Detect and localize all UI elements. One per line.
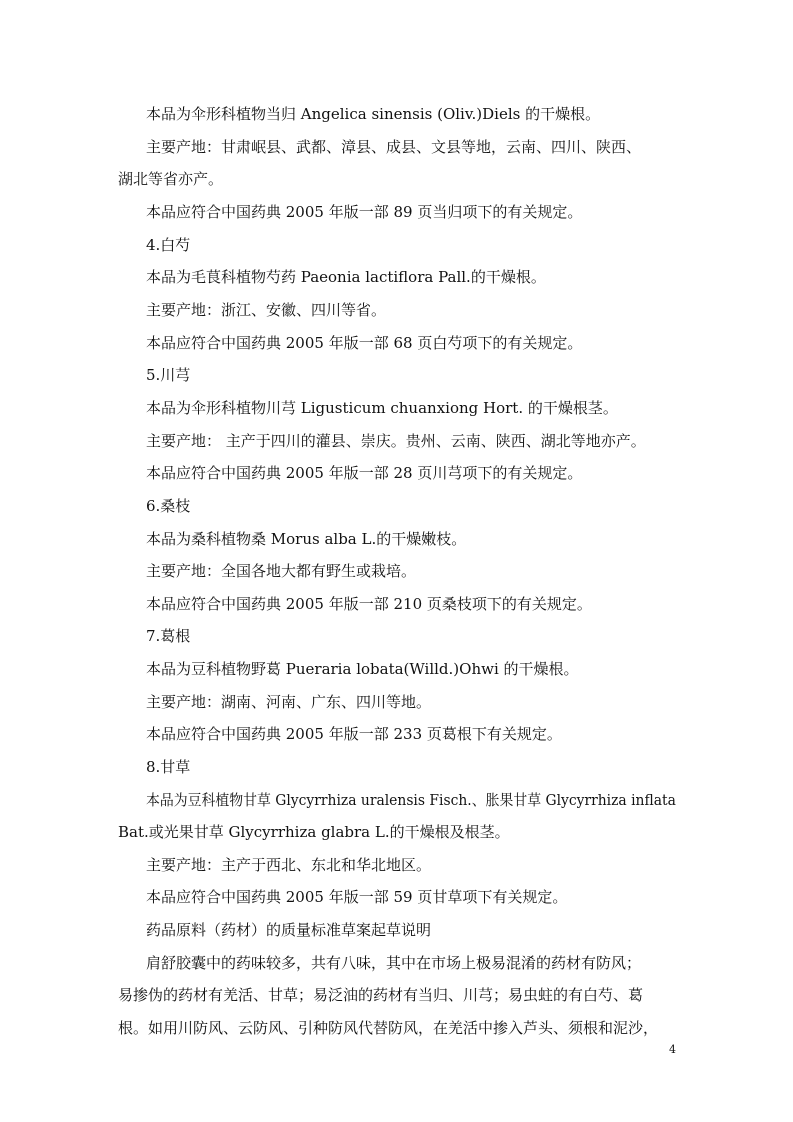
text-line: 本品为伞形科植物当归 Angelica sinensis (Oliv.)Diels 的干燥根。 xyxy=(146,105,601,123)
text-line: 本品应符合中国药典 2005 年版一部 68 页白芍项下的有关规定。 xyxy=(146,334,583,352)
section-heading: 4.白芍 xyxy=(146,236,191,254)
text-line: 主要产地： 主产于四川的灌县、崇庆。贵州、云南、陕西、湖北等地亦产。 xyxy=(146,432,646,450)
text-line: 湖北等省亦产。 xyxy=(118,170,224,188)
text-line: 主要产地：湖南、河南、广东、四川等地。 xyxy=(146,693,432,711)
section-heading: 5.川芎 xyxy=(146,366,191,384)
text-line: 本品应符合中国药典 2005 年版一部 59 页甘草项下有关规定。 xyxy=(146,888,568,906)
section-heading: 药品原料（药材）的质量标准草案起草说明 xyxy=(146,921,432,939)
text-line: 本品应符合中国药典 2005 年版一部 233 页葛根下有关规定。 xyxy=(146,725,562,743)
text-line: 主要产地：浙江、安徽、四川等省。 xyxy=(146,301,387,319)
text-line: 本品为毛茛科植物芍药 Paeonia lactiflora Pall.的干燥根。 xyxy=(146,268,546,286)
text-line: 本品为桑科植物桑 Morus alba L.的干燥嫩枝。 xyxy=(146,530,467,548)
text-line: 本品应符合中国药典 2005 年版一部 89 页当归项下的有关规定。 xyxy=(146,203,583,221)
text-line: Bat.或光果甘草 Glycyrrhiza glabra L.的干燥根及根茎。 xyxy=(118,823,510,841)
text-line: 本品为豆科植物甘草 Glycyrrhiza uralensis Fisch.、胀果甘草 Glycyrrhiza inflata xyxy=(146,791,676,809)
text-line: 本品为伞形科植物川芎 Ligusticum chuanxiong Hort. 的干燥根茎。 xyxy=(146,399,618,417)
section-heading: 7.葛根 xyxy=(146,627,191,645)
section-heading: 8.甘草 xyxy=(146,758,191,776)
text-line: 主要产地：全国各地大都有野生或栽培。 xyxy=(146,562,417,580)
text-line: 本品应符合中国药典 2005 年版一部 28 页川芎项下的有关规定。 xyxy=(146,464,583,482)
text-line: 易掺伪的药材有羌活、甘草；易泛油的药材有当归、川芎；易虫蛀的有白芍、葛 xyxy=(118,986,644,1004)
page-number: 4 xyxy=(669,1043,676,1056)
text-line: 本品应符合中国药典 2005 年版一部 210 页桑枝项下的有关规定。 xyxy=(146,595,592,613)
text-line: 本品为豆科植物野葛 Pueraria lobata(Willd.)Ohwi 的干燥根。 xyxy=(146,660,579,678)
text-line: 肩舒胶囊中的药味较多，共有八味，其中在市场上极易混淆的药材有防风； xyxy=(146,954,642,972)
text-line: 主要产地：甘肃岷县、武都、漳县、成县、文县等地，云南、四川、陕西、 xyxy=(146,138,642,156)
text-line: 根。如用川防风、云防风、引种防风代替防风，在羌活中掺入芦头、须根和泥沙， xyxy=(118,1019,659,1037)
section-heading: 6.桑枝 xyxy=(146,497,191,515)
text-line: 主要产地：主产于西北、东北和华北地区。 xyxy=(146,856,432,874)
